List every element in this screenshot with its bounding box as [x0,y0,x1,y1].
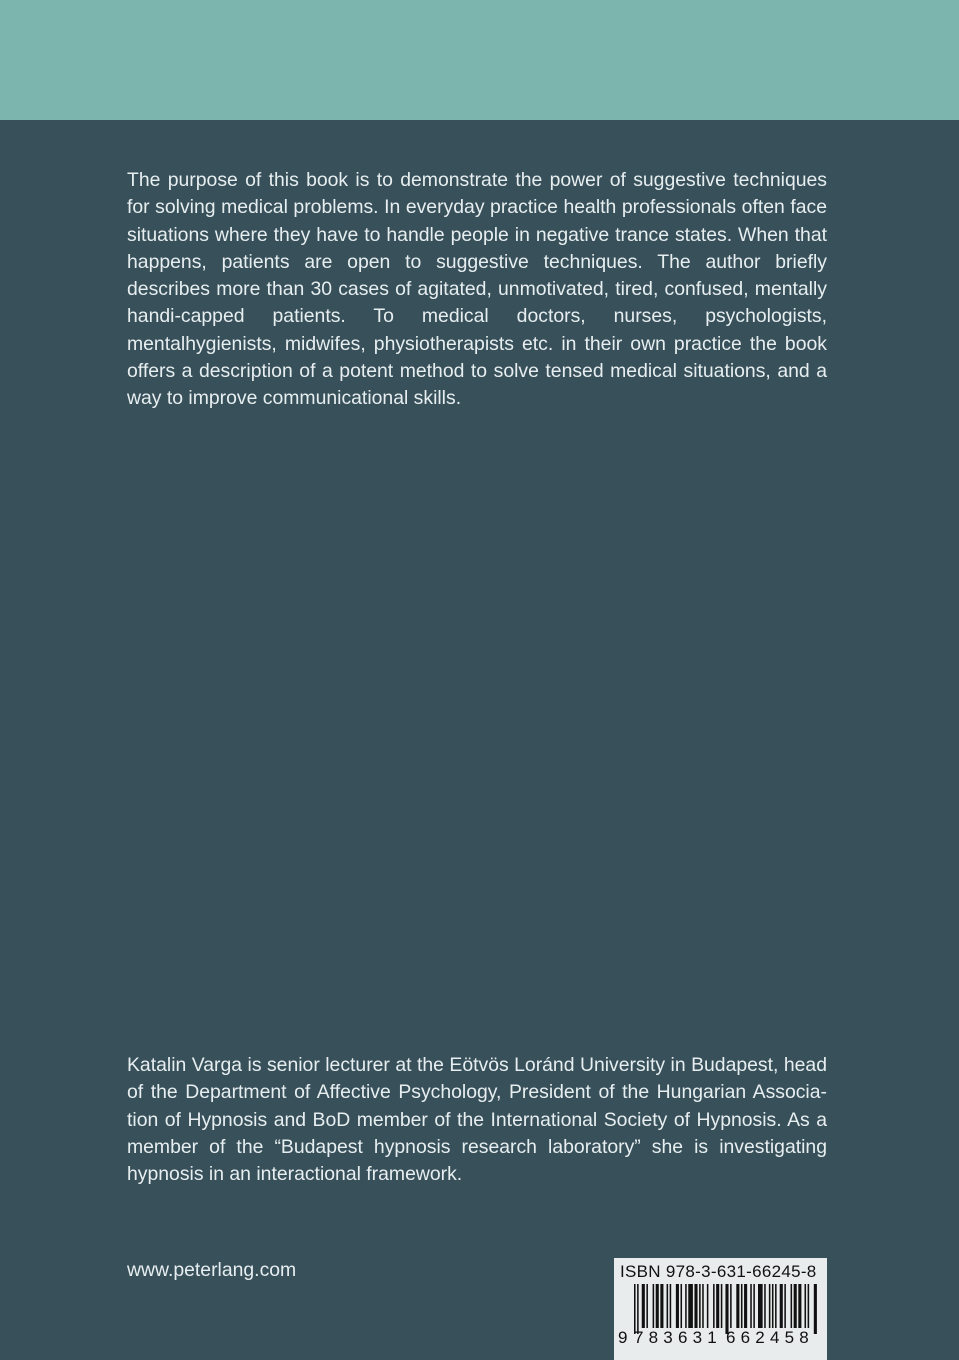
barcode-bar [670,1284,672,1328]
bio-line: a member of the “Budapest hypnosis research laboratory” she is investigating [127,1108,828,1158]
barcode-bar [681,1284,683,1328]
barcode-bar [808,1284,810,1328]
bio-line: tion of Hypnosis and BoD member of the International Society of Hypnosis. As [127,1108,810,1131]
bio-line: Katalin Varga is senior lecturer at the Eötvös Loránd University in Budapest, head [127,1054,827,1076]
barcode-bar [775,1284,777,1328]
barcode-bar [791,1284,793,1328]
barcode-bar [634,1284,636,1334]
barcode-bar [713,1284,715,1328]
blurb-line: happens, patients are open to suggestive techniques. The author briefly describes [127,250,827,301]
barcode-bar [667,1284,669,1328]
blurb-line: midwifes, physiotherapists etc. in their own practice the book offers a description [127,332,827,383]
barcode-bar [741,1284,743,1328]
blurb-line: for solving medical problems. In everyday practice health professionals often face [127,196,827,219]
barcode-bar [725,1284,728,1334]
barcode-bar [750,1284,752,1328]
publisher-website: www.peterlang.com [127,1259,297,1281]
barcode-bar [702,1284,704,1328]
barcode-bar [656,1284,659,1328]
barcode-bar [721,1284,723,1328]
barcode-bar [794,1284,797,1328]
barcode-left-digits: 783631 [634,1328,722,1347]
barcode-bar [642,1284,645,1328]
barcode-bar [814,1284,817,1334]
barcode-right-digits: 662458 [726,1328,814,1347]
blurb-line: The purpose of this book is to demonstrate the power of suggestive techniques [127,169,827,191]
barcode-lead-digit: 9 [618,1328,628,1347]
barcode-bar [716,1284,719,1328]
barcode-bar [646,1284,648,1328]
blurb-line: situations where they have to handle people in negative trance states. When that [127,223,827,246]
book-blurb [127,167,827,413]
barcode-bar [707,1284,709,1328]
barcode-bar [744,1284,747,1328]
barcode-bar [653,1284,655,1328]
isbn-label: ISBN 978-3-631-66245-8 [620,1262,817,1281]
barcode-bar [637,1284,639,1334]
barcode-bar [730,1284,732,1328]
bio-line: of the Department of Affective Psychology, President of the Hungarian Associa- [127,1081,827,1104]
barcode-bar [764,1284,766,1328]
barcode-graphic [614,1282,827,1334]
blurb-line: communicational skills. [262,387,462,410]
isbn-barcode-block [614,1258,827,1360]
barcode-bar [660,1284,663,1328]
barcode-bar [688,1284,693,1328]
blurb-line: of a potent method to solve tensed medical situations, and a way to improve [127,360,827,410]
barcode-bar [772,1284,774,1328]
blurb-line: more than 30 cases of agitated, unmotivated, tired, confused, mentally handi- [127,278,827,328]
barcode-bar [769,1284,771,1328]
blurb-line: capped patients. To medical doctors, nurses, psychologists, mentalhygienists, [127,305,827,355]
barcode-bar [736,1284,739,1328]
barcode-bar [805,1284,807,1328]
barcode-bar [753,1284,755,1328]
bio-line: hypnosis in an interactional framework. [127,1163,463,1186]
barcode-bar [699,1284,701,1328]
barcode-bar [758,1284,763,1328]
barcode-bar [780,1284,783,1328]
barcode-bar [784,1284,786,1328]
barcode-bar [694,1284,697,1328]
author-bio [127,1052,827,1188]
barcode-bar [685,1284,687,1328]
barcode-bar [676,1284,679,1328]
top-color-band [0,0,959,120]
barcode-bar [798,1284,801,1328]
